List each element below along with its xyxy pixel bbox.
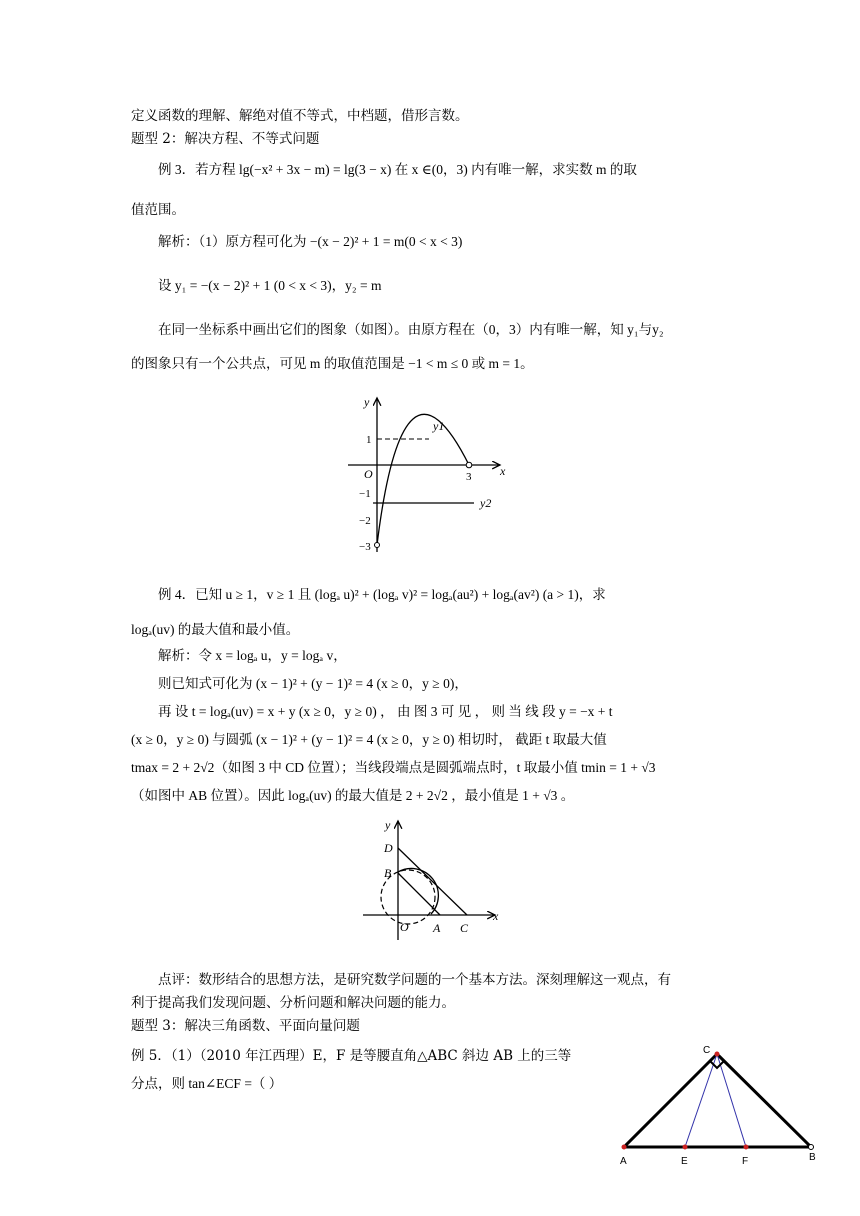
figure-2-x-label: x	[493, 909, 499, 923]
figure-3-label-A: A	[620, 1156, 627, 1167]
comment-line-2: 利于提高我们发现问题、分析问题和解决问题的能力。	[131, 995, 455, 1011]
figure-3-side-AC	[624, 1054, 717, 1147]
example-3-statement: 例 3．若方程 lg(−x² + 3x − m) = lg(3 − x) 在 x ∈(0，3) 内有唯一解，求实数 m 的取	[158, 162, 637, 177]
figure-2-graph	[355, 815, 505, 945]
figure-3-point-C	[715, 1052, 720, 1057]
figure-2-label-O: O	[400, 920, 409, 934]
figure-3-point-F	[744, 1145, 749, 1150]
section-heading-type2: 题型 2：解决方程、不等式问题	[131, 131, 320, 147]
figure-1-parabola	[377, 414, 469, 545]
figure-3-label-F: F	[742, 1156, 749, 1167]
figure-3-label-B: B	[809, 1152, 816, 1163]
figure-2-label-C: C	[460, 921, 469, 935]
figure-1-line-label: y2	[480, 496, 492, 510]
figure-1-tick-1: 1	[366, 434, 372, 446]
example-4-continuation: logₐ(uv) 的最大值和最小值。	[131, 622, 300, 637]
figure-3-triangle	[612, 1040, 832, 1170]
figure-1-tick-3: 3	[466, 471, 472, 483]
solution-3-step-3: 在同一坐标系中画出它们的图象（如图）。由原方程在（0，3）内有唯一解，知 y₁与y₂	[158, 322, 664, 337]
figure-2-label-A: A	[433, 921, 441, 935]
figure-1-endpoint-open	[466, 462, 472, 468]
solution-4-step-2: 则已知式可化为 (x − 1)² + (y − 1)² = 4 (x ≥ 0，y ≥ 0)，	[158, 676, 468, 691]
solution-4-step-5: tmax = 2 + 2√2（如图 3 中 CD 位置）；当线段端点是圆弧端点时，t 取最小值 tmin = 1 + √3	[131, 760, 656, 775]
figure-3-label-C: C	[703, 1045, 711, 1056]
figure-1-graph	[340, 390, 520, 560]
solution-4-step-1: 解析：令 x = logₐ u，y = logₐ v，	[158, 648, 347, 663]
solution-3-conclusion: 的图象只有一个公共点，可见 m 的取值范围是 −1 < m ≤ 0 或 m = 1。	[131, 356, 534, 371]
section-heading-type3: 题型 3：解决三角函数、平面向量问题	[131, 1018, 360, 1034]
figure-1-x-label: x	[500, 464, 506, 478]
figure-1-endpoint-start	[375, 543, 380, 548]
example-4-statement: 例 4．已知 u ≥ 1，v ≥ 1 且 (logₐ u)² + (logₐ v)² = logₐ(au²) + logₐ(av²) (a > 1)，求	[158, 587, 606, 602]
solution-3-step-1: 解析：（1）原方程可化为 −(x − 2)² + 1 = m(0 < x < 3)	[158, 234, 463, 249]
example-5-question: 分点，则 tan∠ECF =（ ）	[131, 1076, 283, 1091]
solution-4-step-3: 再 设 t = logₐ(uv) = x + y (x ≥ 0，y ≥ 0) ， 由 图 3 可 见 ， 则 当 线 段 y = −x + t	[158, 704, 613, 719]
figure-2-y-label: y	[385, 818, 391, 832]
example-5-statement: 例 5．（1）（2010 年江西理）E，F 是等腰直角△ABC 斜边 AB 上的三等	[131, 1048, 572, 1064]
figure-1-tick-neg1: −1	[359, 488, 371, 500]
figure-1-curve-label: y1	[433, 419, 445, 433]
figure-1-y-label: y	[364, 395, 370, 409]
figure-3-point-E	[683, 1145, 688, 1150]
figure-3-point-B	[809, 1145, 814, 1150]
solution-4-step-4: (x ≥ 0，y ≥ 0) 与圆弧 (x − 1)² + (y − 1)² = 4 (x ≥ 0，y ≥ 0) 相切时， 截距 t 取最大值	[131, 732, 607, 747]
figure-2-label-D: D	[384, 841, 393, 855]
solution-4-conclusion: （如图中 AB 位置）。因此 logₐ(uv) 的最大值是 2 + 2√2 ，最小值是 1 + √3 。	[131, 788, 575, 803]
figure-2-label-B: B	[384, 866, 392, 880]
figure-2-segment-CD	[398, 848, 467, 915]
figure-1-origin-label: O	[364, 467, 373, 481]
figure-3-point-A	[622, 1145, 627, 1150]
figure-1-tick-neg2: −2	[359, 515, 371, 527]
text-line-1: 定义函数的理解、解绝对值不等式，中档题，借形言数。	[131, 108, 469, 124]
comment-line-1: 点评：数形结合的思想方法，是研究数学问题的一个基本方法。深刻理解这一观点，有	[158, 972, 671, 988]
example-3-continuation: 值范围。	[131, 202, 185, 218]
figure-3-label-E: E	[681, 1156, 688, 1167]
figure-1-tick-neg3: −3	[359, 541, 371, 553]
solution-3-step-2: 设 y₁ = −(x − 2)² + 1 (0 < x < 3)，y₂ = m	[158, 278, 382, 293]
